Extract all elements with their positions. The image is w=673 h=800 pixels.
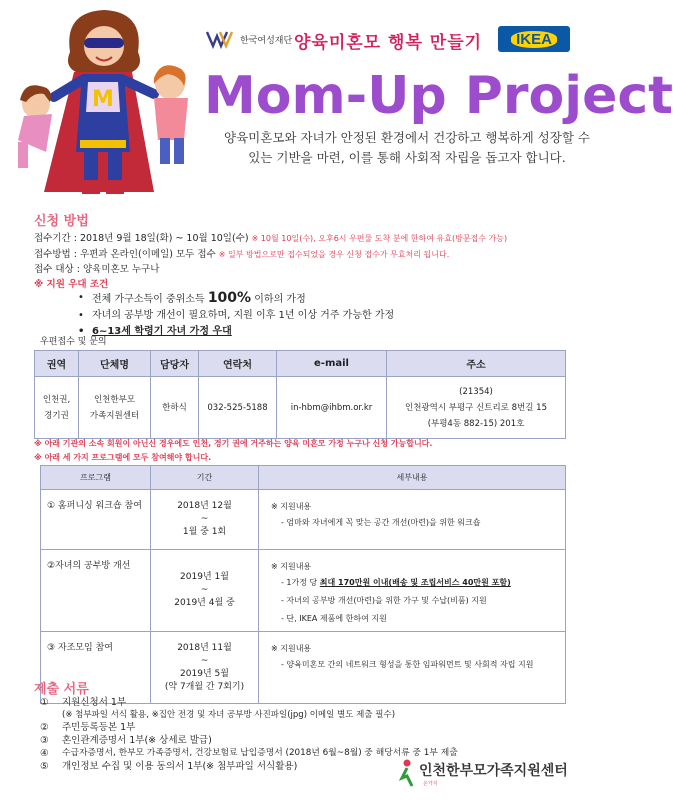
center-small-text: 온가지 <box>423 780 438 787</box>
priority-item-school-age: • 6~13세 학령기 자녀 가정 우대 <box>78 324 394 340</box>
apply-period <box>34 232 507 246</box>
document-item-4-text: 수급자증명서, 한부모 가족증명서, 건강보험료 납입증명서 (2018년 6월~8월) 중 해당서류 중 1부 제출 <box>62 748 458 758</box>
contact-header-org: 단체명 <box>79 351 151 377</box>
intro-text: 양육미혼모와 자녀가 안정된 환경에서 건강하고 행복하게 성장할 수 있는 기반을 마련, 이를 통해 사회적 자립을 돕고자 합니다. <box>224 130 590 165</box>
contact-address-line3: (부평4동 882-15) 201호 <box>427 418 525 429</box>
program-table <box>40 465 566 704</box>
contact-manager: 한하식 <box>151 377 199 439</box>
document-item-3-num: ③ <box>40 735 49 746</box>
note-participation: ※ 아래 세 가지 프로그램에 모두 참여해야 합니다. <box>34 453 212 462</box>
contact-header-email: e-mail <box>277 351 387 377</box>
document-item-1 <box>40 696 458 709</box>
supermom-illustration <box>4 2 204 202</box>
contact-header-row <box>35 351 566 377</box>
program-1-period-start: 2018년 12월 <box>177 501 232 511</box>
ikea-logo-text: IKEA <box>511 31 557 48</box>
family-figure-icon <box>398 758 416 788</box>
priority-list <box>78 290 394 340</box>
program-3-period-sep: ~ <box>200 655 209 666</box>
apply-method-label: 접수방법 : 우편과 온라인(이메일) 모두 접수 <box>34 249 216 260</box>
program-1-name: ① 홈퍼니싱 워크숍 참여 <box>41 490 151 550</box>
center-logo <box>398 758 568 788</box>
note-eligibility: ※ 아래 기관의 소속 회원이 아닌신 경우에도 인천, 경기 권에 거주하는 양육 미혼모 가정 누구나 신청 가능합니다. <box>34 439 433 448</box>
program-1-detail <box>259 490 566 550</box>
page-title: Mom-Up Project <box>204 66 673 126</box>
document-item-5 <box>40 760 458 773</box>
program-row-3 <box>41 632 566 704</box>
document-item-4-num: ④ <box>40 748 49 759</box>
contact-header-address: 주소 <box>387 351 566 377</box>
kwf-mark-icon <box>206 30 236 48</box>
program-3-detail-heading: ※ 지원내용 <box>271 644 312 653</box>
program-3-detail-item: - 양육미혼모 간의 네트워크 형성을 통한 임파워먼트 및 사회적 자립 지원 <box>281 660 534 669</box>
contact-header-region: 권역 <box>35 351 79 377</box>
center-logo-text <box>419 760 568 787</box>
program-row-1 <box>41 490 566 550</box>
contact-header-phone: 연락처 <box>199 351 277 377</box>
program-3-period-end: 2019년 5월 <box>180 668 229 679</box>
korea-womens-fund-logo <box>206 30 292 48</box>
program-2-detail-heading: ※ 지원내용 <box>271 562 312 571</box>
program-header-row <box>41 466 566 490</box>
program-2-detail <box>259 550 566 632</box>
document-item-2 <box>40 721 458 734</box>
program-2-period <box>151 550 259 632</box>
program-3-period <box>151 632 259 704</box>
kwf-logo-text: 한국여성재단 <box>240 35 293 46</box>
program-2-detail-budget <box>271 574 565 592</box>
program-2-budget-amount: 최대 170만원 이내(배송 및 조립서비스 40만원 포함) <box>319 578 511 587</box>
ikea-logo <box>498 26 570 52</box>
program-2-name: ②자녀의 공부방 개선 <box>41 550 151 632</box>
program-1-period <box>151 490 259 550</box>
apply-heading: 신청 방법 <box>34 214 89 229</box>
contact-caption: 우편접수 및 문의 <box>40 337 107 347</box>
program-3-detail <box>259 632 566 704</box>
contact-email: in-hbm@ihbm.or.kr <box>277 377 387 439</box>
apply-method-note: ※ 일부 방법으로만 접수되었을 경우 신청 접수가 무효처리 됩니다. <box>218 250 450 259</box>
contact-address <box>387 377 566 439</box>
program-2-period-end: 2019년 4월 중 <box>174 598 235 608</box>
program-header-name: 프로그램 <box>41 466 151 490</box>
priority-item-income-pre: 전체 가구소득이 중위소득 <box>92 294 205 305</box>
program-3-period-count: (약 7개월 간 7회기) <box>164 681 245 692</box>
contact-row <box>35 377 566 439</box>
program-1-period-sep: ~ <box>200 514 209 524</box>
document-item-5-text: 개인정보 수집 및 이용 동의서 1부(※ 첨부파일 서식활용) <box>62 761 298 772</box>
program-row-2 <box>41 550 566 632</box>
program-2-detail-ikea-only: - 단, IKEA 제품에 한하여 지원 <box>281 614 387 623</box>
contact-table <box>34 350 566 439</box>
document-item-3 <box>40 734 458 747</box>
apply-period-note: ※ 10월 10일(수), 오후6시 우편물 도착 분에 한하여 유효(방문접수 가능) <box>251 234 508 243</box>
priority-item-study-room: • 자녀의 공부방 개선이 필요하며, 지원 이후 1년 이상 거주 가능한 가정 <box>78 308 394 324</box>
program-subtitle: 양육미혼모 행복 만들기 <box>294 33 483 53</box>
program-3-period-start: 2018년 11월 <box>177 642 232 653</box>
documents-heading: 제출 서류 <box>34 682 89 697</box>
program-2-period-start: 2019년 1월 <box>180 572 229 582</box>
document-item-2-num: ② <box>40 722 49 733</box>
center-name: 인천한부모가족지원센터 <box>419 762 568 779</box>
document-item-1-num: ① <box>40 697 49 708</box>
program-3-name: ③ 자조모임 참여 <box>41 632 151 704</box>
contact-header-manager: 담당자 <box>151 351 199 377</box>
program-2-budget-pre: - 1가정 당 <box>281 578 320 587</box>
document-item-4 <box>40 747 458 760</box>
contact-address-line1: (21354) <box>459 386 493 397</box>
document-item-2-text: 주민등록등본 1부 <box>62 722 136 733</box>
apply-period-label: 접수기간 : 2018년 9월 18일(화) ~ 10월 10일(수) <box>34 233 249 244</box>
priority-heading: ※ 지원 우대 조건 <box>34 279 109 290</box>
program-header-detail: 세부내용 <box>259 466 566 490</box>
contact-org-line2: 가족지원센터 <box>89 410 140 421</box>
documents-list <box>40 696 458 773</box>
contact-phone: 032-525-5188 <box>199 377 277 439</box>
program-header-period: 기간 <box>151 466 259 490</box>
program-1-detail-heading: ※ 지원내용 <box>271 502 312 511</box>
contact-region-line2: 경기권 <box>44 410 69 421</box>
program-1-detail-item: - 엄마와 자녀에게 꼭 맞는 공간 개선(마련)을 위한 워크숍 <box>281 518 481 527</box>
document-item-5-num: ⑤ <box>40 761 49 772</box>
priority-item-income <box>78 290 394 308</box>
svg-text:M: M <box>92 87 114 112</box>
contact-org-line1: 인천한부모 <box>93 394 136 405</box>
priority-item-income-post: 이하의 가정 <box>254 294 306 305</box>
contact-region-line1: 인천권, <box>42 394 71 405</box>
document-item-1-note: (※ 첨부파일 서식 활용, ※집안 전경 및 자녀 공부방 사진파일(jpg) 이메일 별도 제출 필수) <box>62 710 396 720</box>
apply-method <box>34 248 449 262</box>
document-item-1-text: 지원신청서 1부 <box>62 697 127 708</box>
document-item-3-text: 혼인관계증명서 1부(※ 상세로 발급) <box>62 735 212 746</box>
program-2-period-sep: ~ <box>200 585 209 595</box>
apply-target: 접수 대상 : 양육미혼모 누구나 <box>34 264 160 275</box>
contact-region <box>35 377 79 439</box>
program-2-detail-furniture: - 자녀의 공부방 개선(마련)을 위한 가구 및 수납(비품) 지원 <box>281 596 487 605</box>
contact-org <box>79 377 151 439</box>
priority-item-income-value: 100% <box>207 290 252 306</box>
program-1-period-end: 1월 중 1회 <box>182 527 227 537</box>
contact-address-line2: 인천광역시 부평구 신트리로 8번길 15 <box>405 402 547 413</box>
